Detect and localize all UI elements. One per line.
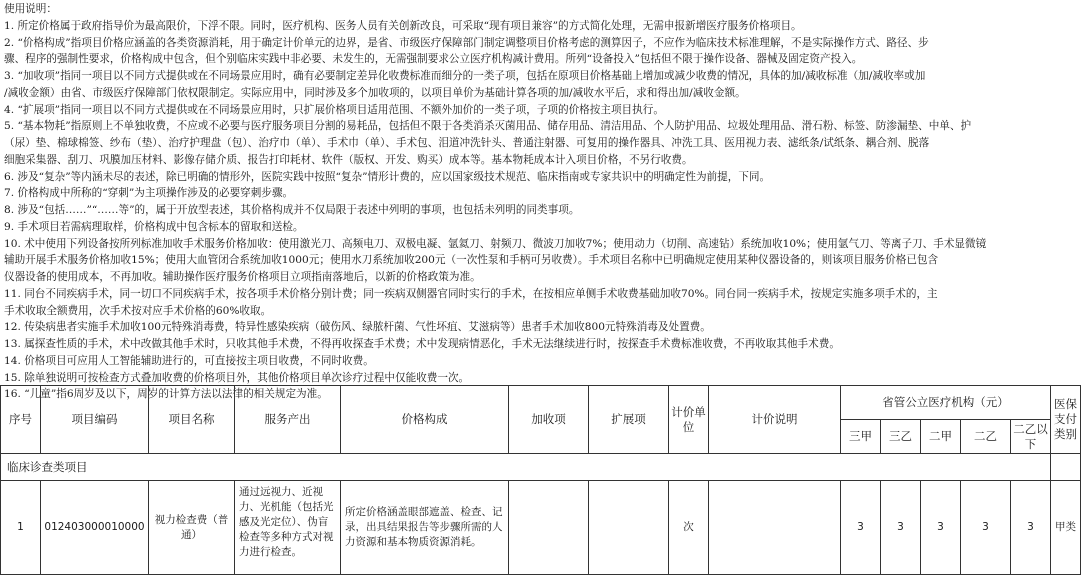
- price-table: [0, 385, 1081, 575]
- note-line: 14. 价格项目可应用人工智能辅助进行的，可直接按主项目收费，不同时收费。: [4, 354, 374, 367]
- note-line: 4. “扩展项”指同一项目以不同方式提供或在不同场景应用时，只扩展价格项目适用范围、不额外加价的一类子项，子项的价格按主项目执行。: [4, 103, 664, 116]
- note-line: 骤、程序的强制性要求，价格构成中包含，但个别临床实践中非必要、未发生的，无需强制要求公立医疗机构减计费用。所列“设备投入”包括但不限于操作设备、器械及固定资产投入。: [4, 53, 863, 66]
- cell-extension: [589, 481, 669, 575]
- note-line: 11. 同台不同疾病手术，同一切口不同疾病手术，按各项手术价格分别计费；同一疾病双侧器官同时实行的手术，在按相应单侧手术收费基础加收70%。同台同一疾病手术，按规定实施多项手术的，主: [4, 287, 938, 300]
- note-line: 8. 涉及“包括……”“……等”的，属于开放型表述，其价格构成并不仅局限于表述中列明的事项，也包括未列明的同类事项。: [4, 204, 580, 216]
- header-grade-4: 二乙: [961, 420, 1011, 454]
- note-line: 5. “基本物耗”指原则上不单独收费，不应或不必要与医疗服务项目分割的易耗品，包括但不限于各类消杀灭菌用品、储存用品、清洁用品、个人防护用品、垃圾处理用品、滑石粉、标签、防渗漏垫、中单、护: [4, 120, 972, 133]
- header-extension: 扩展项: [589, 386, 669, 454]
- header-grade-1: 三甲: [841, 420, 881, 454]
- note-line: 10. 术中使用下列设备按所列标准加收手术服务价格加收：使用激光刀、高频电刀、双极电凝、氩氦刀、射频刀、微波刀加收7%；使用动力（切削、高速钻）系统加收10%；使用氩气刀、等离子刀、手术显微镜: [4, 237, 987, 250]
- cell-unit: 次: [669, 481, 709, 575]
- cell-price-1: 3: [841, 481, 881, 575]
- cell-price-4: 3: [961, 481, 1011, 575]
- note-line: 仪器设备的使用成本，不再加收。辅助操作医疗服务价格项目立项指南落地后，以新的价格政策为准。: [4, 271, 481, 283]
- cell-price-3: 3: [921, 481, 961, 575]
- header-composition: 价格构成: [341, 386, 509, 454]
- header-seq: 序号: [1, 386, 41, 454]
- note-line: 7. 价格构成中所称的“穿刺”为主项操作涉及的必要穿刺步骤。: [4, 187, 294, 200]
- header-price-group: 省管公立医疗机构（元）: [841, 386, 1051, 420]
- cell-name: 视力检查费（普通）: [149, 481, 235, 575]
- cell-insurance: 甲类: [1051, 481, 1081, 575]
- section-empty-cell: [1051, 454, 1081, 481]
- header-explanation: 计价说明: [709, 386, 841, 454]
- header-name: 项目名称: [149, 386, 235, 454]
- header-code: 项目编码: [41, 386, 149, 454]
- note-line: 15. 除单独说明可按检查方式叠加收费的价格项目外，其他价格项目单次诊疗过程中仅能收费一次。: [4, 371, 470, 384]
- section-title: 临床诊查类项目: [1, 454, 1051, 481]
- header-insurance: 医保支付类别: [1051, 386, 1081, 454]
- usage-notes: [4, 1, 1076, 401]
- cell-composition: 所定价格涵盖眼部遮盖、检查、记录，出具结果报告等步骤所需的人力资源和基本物质资源消耗。: [341, 481, 509, 575]
- notes-heading: 使用说明：: [4, 3, 57, 15]
- note-line: 12. 传染病患者实施手术加收100元特殊消毒费，特异性感染疾病（破伤风、绿脓杆菌、气性坏疽、艾滋病等）患者手术加收800元特殊消毒及处置费。: [4, 321, 711, 334]
- cell-code: 012403000010000: [41, 481, 149, 575]
- note-line: 16. “儿童”指6周岁及以下，周岁的计算方法以法律的相关规定为准。: [4, 388, 328, 401]
- note-line: 1. 所定价格属于政府指导价为最高限价，下浮不限。同时，医疗机构、医务人员有关创新改良，可采取“现有项目兼容”的方式简化处理，无需申报新增医疗服务价格项目。: [4, 19, 802, 32]
- cell-price-2: 3: [881, 481, 921, 575]
- note-line: 细胞采集器、刮刀、巩膜加压材料、影像存储介质、报告打印耗材、软件（版权、开发、购买）成本等。基本物耗成本计入项目价格，不另行收费。: [4, 153, 693, 166]
- note-line: （尿）垫、棉球棉签、纱布（垫）、治疗护理盘（包）、治疗巾（单）、手术巾（单）、手术包、泪道冲洗针头、普通注射器、可复用的操作器具、冲洗工具、医用视力表、滤纸条/试纸条、耦合剂、脱落: [4, 137, 930, 149]
- note-line: 手术收取全额费用，次手术按对应手术价格的60%收取。: [4, 304, 272, 317]
- note-line: 2. “价格构成”指项目价格应涵盖的各类资源消耗，用于确定计价单元的边界，是省、市级医疗保障部门制定调整项目价格考虑的测算因子，不应作为临床技术标准理解，不是实际操作方式、路径、步: [4, 36, 929, 49]
- table-row: [1, 481, 1081, 575]
- header-grade-2: 三乙: [881, 420, 921, 454]
- note-line: 6. 涉及“复杂”等内涵未尽的表述，除已明确的情形外，医院实践中按照“复杂”情形计费的，应以国家级技术规范、临床指南或专家共识中的明确定性为前提，下同。: [4, 170, 771, 183]
- header-grade-5: 二乙以下: [1011, 420, 1051, 454]
- note-line: 13. 属探查性质的手术，术中改做其他手术时，只收其他手术费，不得再收探查手术费；术中发现病情恶化，手术无法继续进行时，按探查手术费标准收费，不再收取其他手术费。: [4, 338, 840, 350]
- header-grade-3: 二甲: [921, 420, 961, 454]
- header-output: 服务产出: [235, 386, 341, 454]
- cell-price-5: 3: [1011, 481, 1051, 575]
- note-line: 辅助开展手术服务价格加收15%；使用大血管闭合系统加收1000元；使用水刀系统加收200元（一次性泵和手柄可另收费）。手术项目名称中已明确规定使用某种仪器设备的，则该项目服务价格已包含: [4, 254, 939, 267]
- cell-surcharge: [509, 481, 589, 575]
- header-surcharge: 加收项: [509, 386, 589, 454]
- note-line: 9. 手术项目若需病理取样，价格构成中包含标本的留取和送检。: [4, 220, 304, 233]
- cell-output: 通过远视力、近视力、光机能（包括光感及光定位）、伪盲检查等多种方式对视力进行检查。: [235, 481, 341, 575]
- cell-explanation: [709, 481, 841, 575]
- cell-seq: 1: [1, 481, 41, 575]
- note-line: /减收金额）由省、市级医疗保障部门依权限制定。实际应用中，同时涉及多个加收项的，以项目单价为基础计算各项的加/减收水平后，求和得出加/减收金额。: [4, 86, 746, 99]
- note-line: 3. “加收项”指同一项目以不同方式提供或在不同场景应用时，确有必要制定差异化收费标准而细分的一类子项，包括在原项目价格基础上增加或减少收费的情况，具体的加/减收标准（加/减收率或加: [4, 70, 926, 82]
- header-unit: 计价单位: [669, 386, 709, 454]
